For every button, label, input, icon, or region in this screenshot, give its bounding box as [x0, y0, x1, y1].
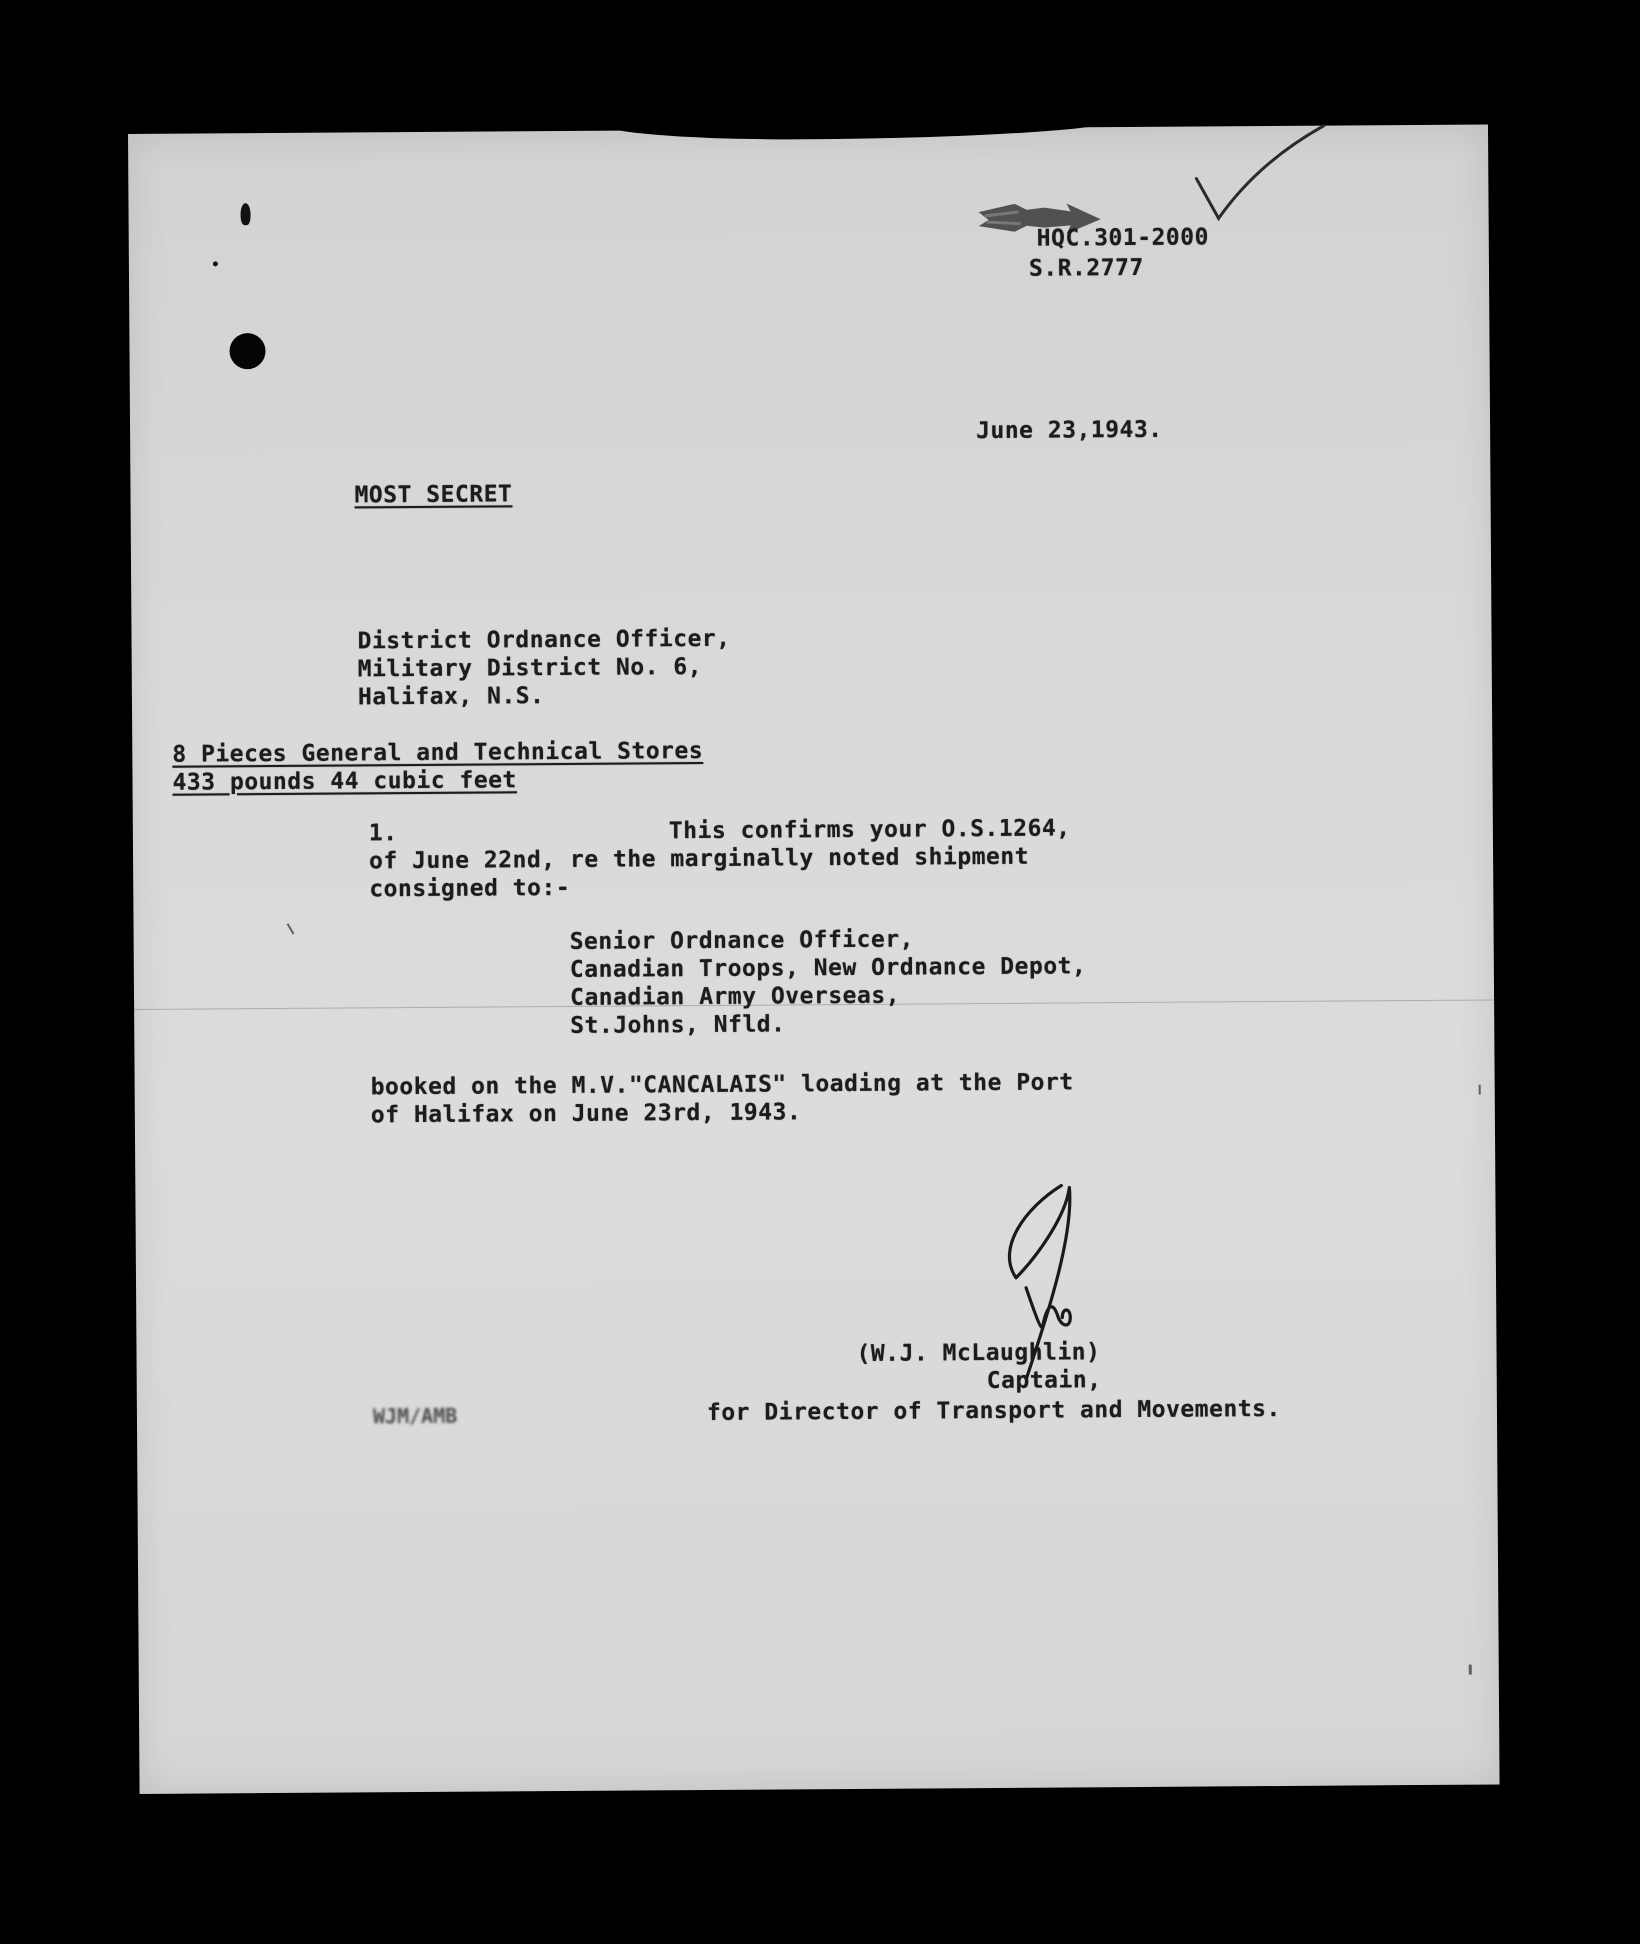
addressee-line-2: Military District No. 6,: [357, 654, 703, 683]
paragraph-line-3: consigned to:-: [369, 874, 571, 903]
closing-line-1: booked on the M.V."CANCALAIS" loading at the Port: [370, 1069, 1074, 1101]
signatory-name: (W.J. McLaughlin): [856, 1339, 1101, 1367]
paper-torn-edge: [598, 119, 1118, 141]
signatory-for-line: for Director of Transport and Movements.: [706, 1395, 1281, 1426]
consignee-line-4: St.Johns, Nfld.: [570, 1011, 786, 1039]
ink-speck: [213, 261, 218, 266]
classification-heading: MOST SECRET: [354, 481, 513, 509]
paragraph-line-1: This confirms your O.S.1264,: [668, 815, 1071, 845]
document-page: [128, 125, 1500, 1794]
addressee-line-3: Halifax, N.S.: [357, 683, 545, 711]
margin-note-line-2: 433 pounds 44 cubic feet: [172, 767, 517, 796]
closing-line-2: of Halifax on June 23rd, 1943.: [370, 1099, 802, 1129]
sr-number: S.R.2777: [1028, 254, 1144, 282]
paragraph-number: 1.: [368, 820, 398, 847]
punch-hole: [229, 333, 265, 369]
margin-note-line-1: 8 Pieces General and Technical Stores: [172, 737, 704, 768]
paper-speck: [1479, 1085, 1481, 1095]
addressee-line-1: District Ordnance Officer,: [357, 625, 731, 655]
ink-blot: [240, 203, 250, 225]
consignee-line-3: Canadian Army Overseas,: [569, 982, 901, 1011]
paper-speck: [1469, 1665, 1472, 1675]
check-mark-icon: [1188, 122, 1329, 233]
consignee-line-1: Senior Ordnance Officer,: [569, 926, 915, 955]
paper-speck: [287, 923, 295, 934]
reference-initials: WJM/AMB: [372, 1403, 458, 1429]
signatory-rank: Captain,: [986, 1367, 1102, 1395]
consignee-line-2: Canadian Troops, New Ordnance Depot,: [569, 953, 1087, 983]
paragraph-line-2: of June 22nd, re the marginally noted shipment: [368, 843, 1030, 875]
document-date: June 23,1943.: [976, 416, 1163, 445]
file-number: HQC.301-2000: [1036, 224, 1210, 252]
